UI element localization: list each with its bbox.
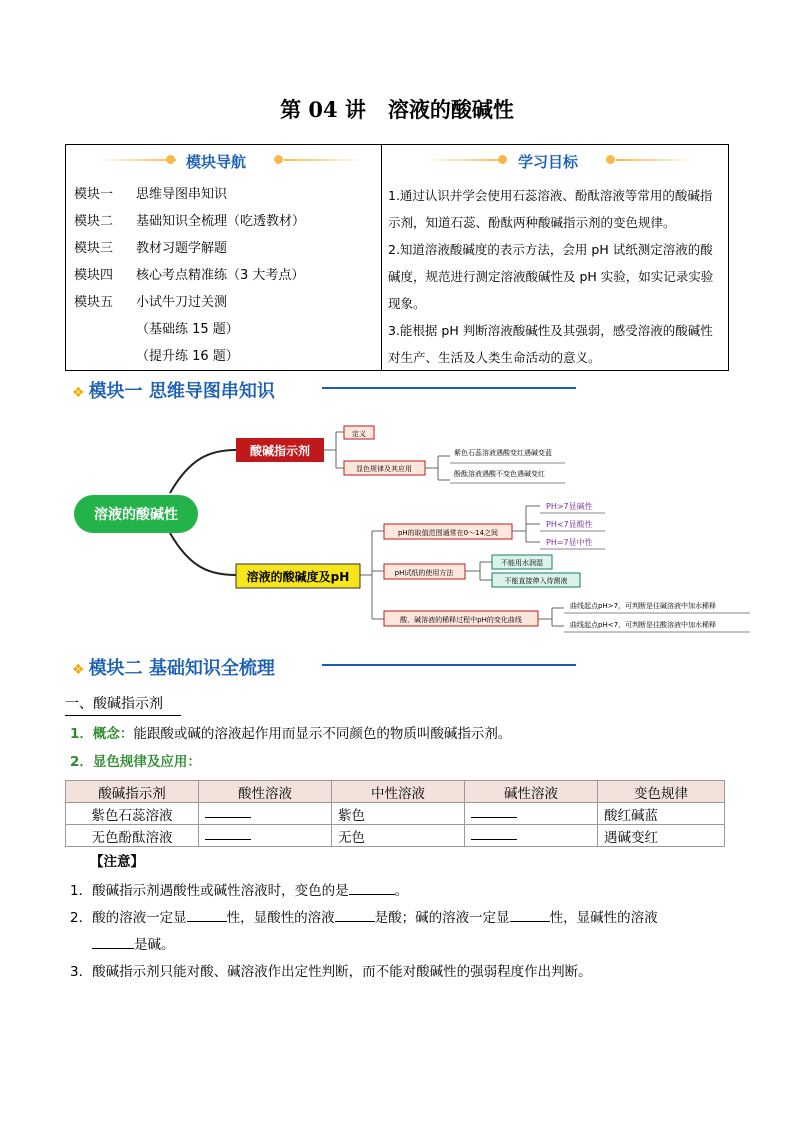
answer-blank: [471, 827, 517, 840]
section-heading: 一、酸碱指示剂: [65, 693, 181, 716]
module2-heading: ❖ 模块二 基础知识全梳理: [72, 658, 275, 679]
table-divider: [381, 145, 382, 370]
answer-blank: [205, 805, 251, 818]
svg-text:紫色石蕊溶液遇酸变红遇碱变蓝: 紫色石蕊溶液遇酸变红遇碱变蓝: [454, 449, 552, 457]
note-item: 1．酸碱指示剂遇酸性或碱性溶液时，变色的是 。: [70, 883, 409, 899]
dot-icon: [166, 155, 175, 164]
diamond-arrow-icon: ❖: [72, 662, 85, 678]
nav-heading: 模块导航: [186, 153, 247, 171]
nav-item: 模块四 核心考点精准练（3 大考点）: [74, 268, 305, 283]
nav-item: 模块五 小试牛刀过关测: [74, 295, 228, 310]
svg-text:曲线起点pH<7，可判断是往酸溶液中加水稀释: 曲线起点pH<7，可判断是往酸溶液中加水稀释: [570, 621, 717, 629]
table-row: 无色酚酞溶液 无色 遇碱变红: [66, 825, 725, 847]
dot-icon: [274, 155, 283, 164]
answer-blank: [471, 805, 517, 818]
diamond-arrow-icon: ❖: [72, 385, 85, 401]
page-title: 第 04 讲 溶液的酸碱性: [280, 97, 514, 122]
svg-text:显色规律及其应用: 显色规律及其应用: [356, 465, 412, 473]
goals-text: 1.通过认识并学会使用石蕊溶液、酚酞溶液等常用的酸碱指示剂，知道石蕊、酚酞两种酸碱指示剂的变色规律。 2.知道溶液酸碱度的表示方法，会用 pH 试纸测定溶液的酸碱度，规范进行测定溶液酸碱性及 pH 实验，如实记录实验现象。 3.能根据 pH 判断溶液酸碱性及其强弱，感受溶液的酸碱性对生产、生活及人类生命活动的意义。: [388, 188, 714, 365]
svg-text:曲线起点pH>7，可判断是往碱溶液中加水稀释: 曲线起点pH>7，可判断是往碱溶液中加水稀释: [570, 602, 717, 610]
answer-blank: [205, 827, 251, 840]
rule-heading: 2．显色规律及应用：: [70, 754, 201, 770]
nav-item: 模块一 思维导图串知识: [74, 187, 228, 202]
dot-icon: [498, 155, 507, 164]
note-item-cont: 是碱。: [92, 933, 175, 953]
svg-text:不能用水润湿: 不能用水润湿: [501, 559, 543, 567]
mm-branch2-label: 溶液的酸碱度及pH: [246, 570, 350, 584]
svg-text:pH试纸的使用方法: pH试纸的使用方法: [394, 569, 454, 577]
nav-item: （提升练 16 题）: [136, 349, 239, 364]
decorative-line: [426, 159, 506, 161]
module1-heading: ❖ 模块一 思维导图串知识: [72, 381, 275, 402]
nav-item: 模块三 教材习题学解题: [74, 241, 228, 256]
note-item: 3．酸碱指示剂只能对酸、碱溶液作出定性判断，而不能对酸碱性的强弱程度作出判断。: [70, 964, 592, 980]
nav-item: 模块二 基础知识全梳理（吃透教材）: [74, 214, 306, 229]
svg-text:不能直接伸入待测液: 不能直接伸入待测液: [504, 577, 568, 585]
svg-text:PH=7显中性: PH=7显中性: [546, 538, 593, 547]
goals-heading: 学习目标: [518, 153, 579, 171]
note-item: 2．酸的溶液一定显 性，显酸性的溶液 是酸；碱的溶液一定显 性，显碱性的溶液: [70, 910, 658, 926]
mm-root-label: 溶液的酸碱性: [94, 507, 178, 523]
heading-rule: [322, 664, 576, 666]
overview-table: [65, 144, 729, 371]
nav-item: （基础练 15 题）: [136, 322, 239, 337]
decorative-line: [96, 159, 176, 161]
dot-icon: [606, 155, 615, 164]
notes-heading: 【注意】: [90, 854, 144, 870]
svg-text:pH的取值范围通常在0～14之间: pH的取值范围通常在0～14之间: [397, 529, 499, 537]
concept-line: 1．概念：能跟酸或碱的溶液起作用而显示不同颜色的物质叫酸碱指示剂。: [70, 726, 512, 742]
decorative-line: [284, 159, 364, 161]
decorative-line: [616, 159, 696, 161]
svg-text:酸、碱溶液的稀释过程中pH的变化曲线: 酸、碱溶液的稀释过程中pH的变化曲线: [400, 616, 522, 624]
table-row: 紫色石蕊溶液 紫色 酸红碱蓝: [66, 803, 725, 825]
indicator-table: 酸碱指示剂 酸性溶液 中性溶液 碱性溶液 变色规律 紫色石蕊溶液 紫色 酸红碱蓝 无色酚酞溶液 无色 遇碱变红: [65, 780, 725, 847]
svg-text:PH>7显碱性: PH>7显碱性: [546, 502, 593, 511]
mind-map: [60, 418, 760, 633]
mm-branch1-label: 酸碱指示剂: [249, 444, 311, 458]
svg-text:PH<7显酸性: PH<7显酸性: [546, 520, 593, 529]
svg-text:酚酞溶液遇酸不变色遇碱变红: 酚酞溶液遇酸不变色遇碱变红: [454, 470, 545, 478]
svg-text:定义: 定义: [352, 430, 366, 438]
heading-rule: [322, 387, 576, 389]
